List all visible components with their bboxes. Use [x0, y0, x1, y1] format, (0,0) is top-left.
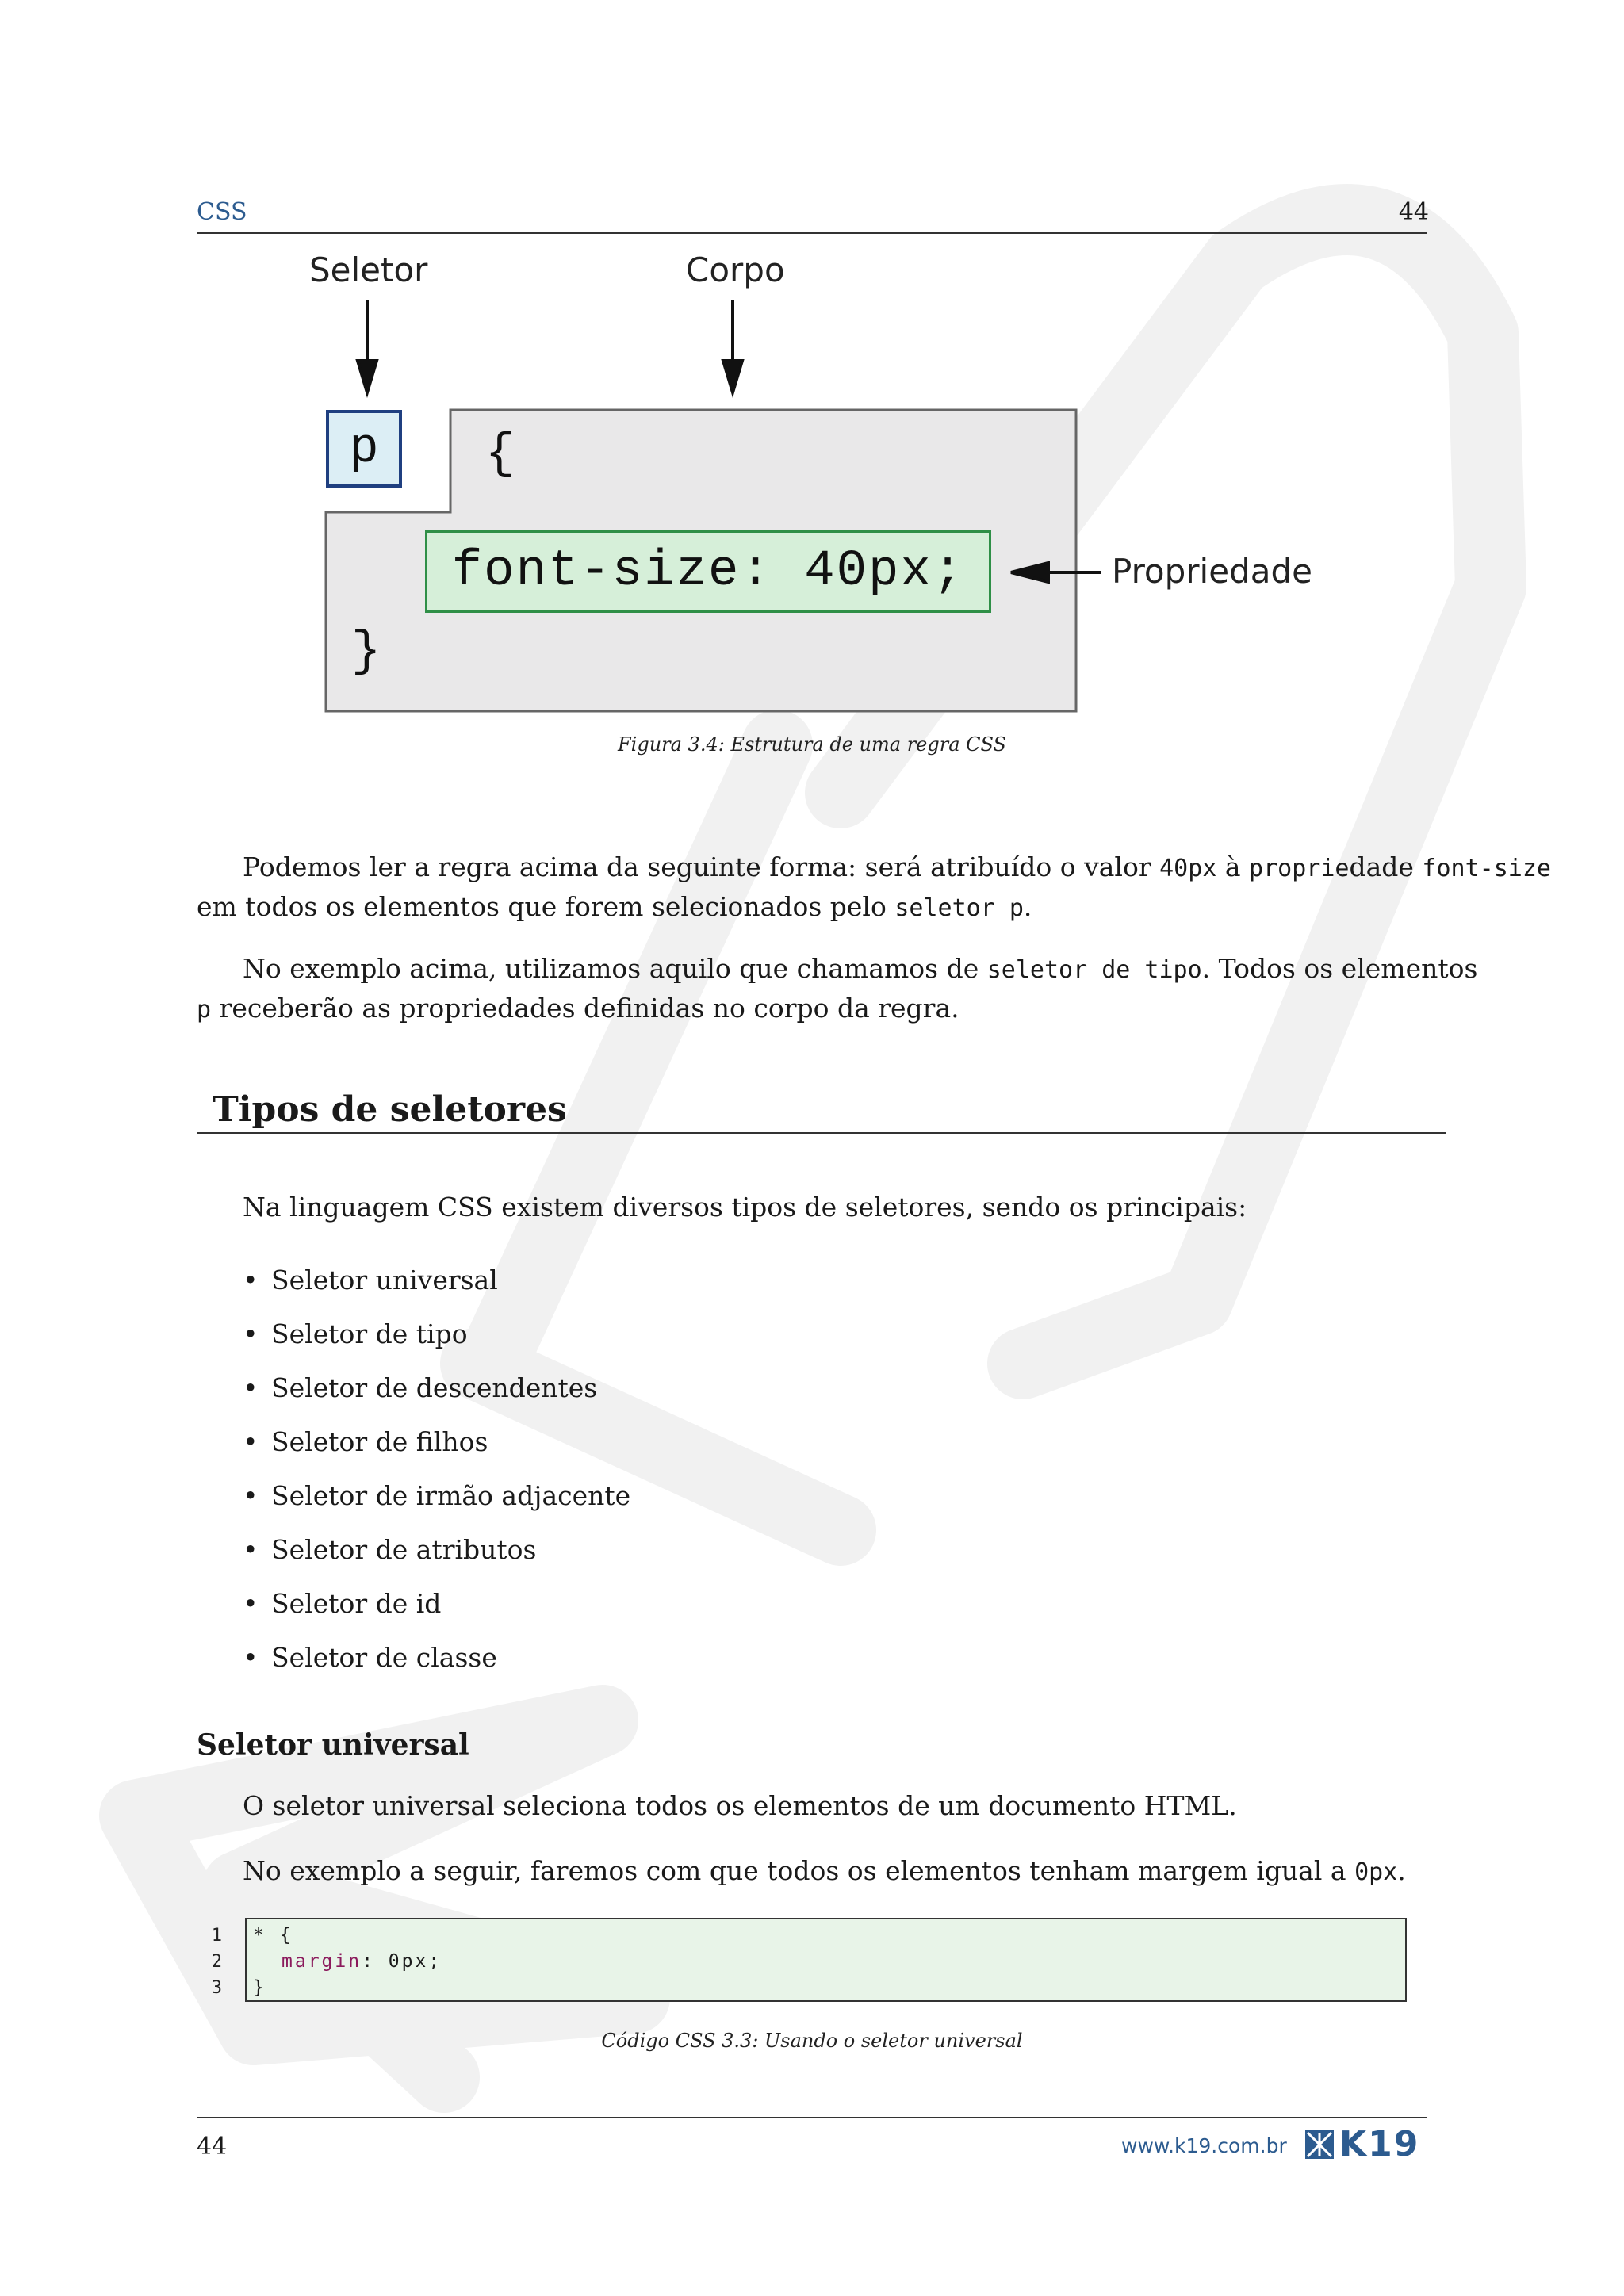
subsection-paragraph-1: O seletor universal seleciona todos os elementos de um documento HTML.: [243, 1790, 1237, 1821]
text-span: receberão as propriedades definidas no corpo da regra.: [211, 993, 959, 1024]
paragraph-type-selector: [197, 950, 1478, 1029]
inline-code: seletor de tipo: [986, 956, 1202, 984]
list-item: • Seletor de tipo: [243, 1315, 630, 1369]
inline-code: font-size: [1422, 855, 1551, 882]
footer-page-number: 44: [197, 2133, 228, 2160]
figure-label-selector: Seletor: [309, 251, 428, 289]
text-span: em todos os elementos que forem selecionados pelo: [197, 891, 895, 922]
text-span: No exemplo acima, utilizamos aquilo que chamamos de: [243, 953, 987, 984]
figure-label-property: Propriedade: [1112, 552, 1312, 591]
selector-box: [326, 410, 402, 488]
declaration-text: font-size: 40px;: [451, 543, 965, 600]
list-item: • Seletor de id: [243, 1585, 630, 1639]
k19-logo: [1304, 2124, 1420, 2164]
inline-code: proprie: [1249, 855, 1350, 882]
running-header-chapter: CSS: [197, 198, 247, 226]
code-block: [245, 1918, 1407, 2002]
line-number: 3: [211, 1978, 222, 1998]
running-header-page-number: 44: [1398, 198, 1429, 226]
code-line: }: [253, 1977, 266, 1998]
selector-type-list: [243, 1261, 630, 1693]
arrow-to-body: [723, 300, 742, 392]
line-number: 2: [211, 1952, 222, 1972]
text-span: . Todos os elementos: [1201, 953, 1478, 984]
open-brace: {: [485, 426, 515, 482]
text-span: .: [1023, 891, 1032, 922]
list-item: • Seletor de irmão adjacente: [243, 1477, 630, 1531]
k19-logo-icon: [1304, 2130, 1335, 2160]
selector-text: p: [349, 420, 379, 476]
section-title: Tipos de seletores: [213, 1089, 567, 1130]
close-brace: }: [351, 623, 381, 679]
subsection-paragraph-2: [243, 1852, 1406, 1892]
code-keyword: margin: [282, 1951, 362, 1972]
text-span: Podemos ler a regra acima da seguinte forma: será atribuído o valor: [243, 851, 1160, 882]
list-item: • Seletor de classe: [243, 1639, 630, 1693]
k19-logo-text: K19: [1339, 2124, 1420, 2164]
inline-code: seletor p: [894, 894, 1024, 922]
line-number: 1: [211, 1926, 222, 1946]
text-span: No exemplo a seguir, faremos com que todos os elementos tenham margem igual a: [243, 1855, 1355, 1886]
code-line-numbers: [198, 1923, 222, 2001]
figure-caption: Figura 3.4: Estrutura de uma regra CSS: [618, 733, 1006, 756]
arrow-to-selector: [358, 300, 377, 392]
list-item: • Seletor de descendentes: [243, 1369, 630, 1423]
footer-url-link[interactable]: www.k19.com.br: [1121, 2134, 1287, 2157]
paragraph-rule-reading: [197, 848, 1551, 928]
list-item: • Seletor de atributos: [243, 1531, 630, 1585]
code-caption: Código CSS 3.3: Usando o seletor universal: [601, 2030, 1023, 2052]
footer-rule: [197, 2117, 1427, 2118]
inline-code: 0px: [1354, 1858, 1398, 1886]
section-rule: [197, 1132, 1446, 1134]
declaration-box: [425, 530, 991, 613]
figure-label-body: Corpo: [686, 251, 785, 289]
text-span: .: [1397, 1855, 1406, 1886]
section-intro: Na linguagem CSS existem diversos tipos de seletores, sendo os principais:: [243, 1192, 1247, 1223]
code-line: [253, 1949, 1405, 1975]
text-span: dade: [1349, 851, 1423, 882]
list-item: • Seletor de filhos: [243, 1423, 630, 1477]
code-text: : 0px;: [362, 1951, 442, 1972]
inline-code: 40px: [1159, 855, 1217, 882]
code-line: * {: [253, 1925, 293, 1946]
inline-code: p: [197, 996, 212, 1024]
text-span: à: [1216, 851, 1250, 882]
list-item: • Seletor universal: [243, 1261, 630, 1315]
subsection-title: Seletor universal: [197, 1728, 469, 1762]
